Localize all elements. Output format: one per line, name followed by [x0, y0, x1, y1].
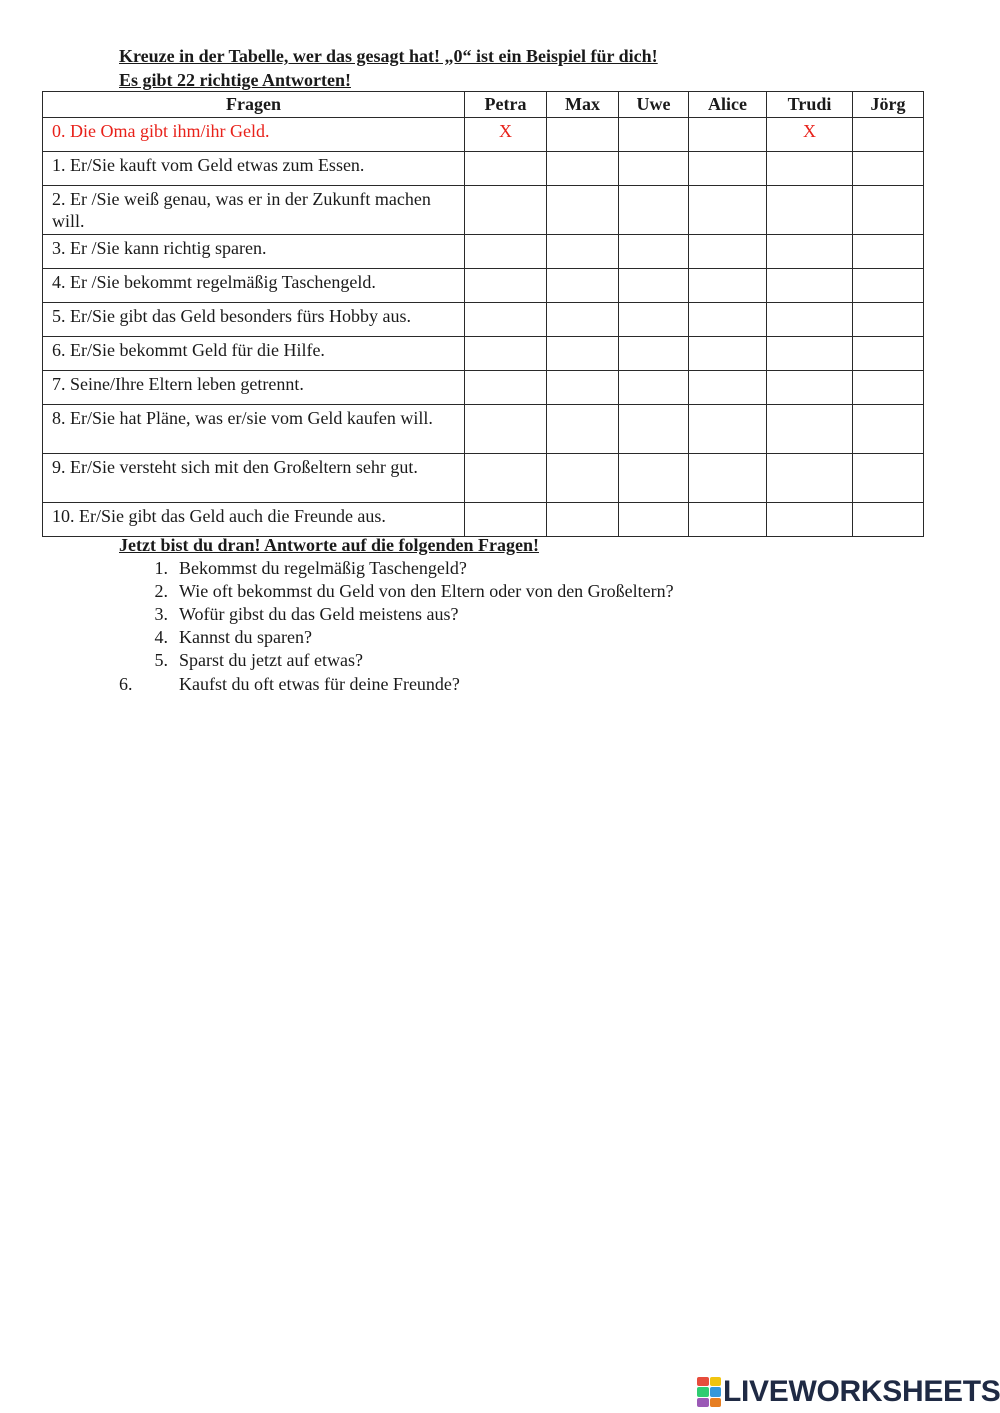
answer-cell-uwe [619, 118, 689, 152]
question-cell: 2. Er /Sie weiß genau, was er in der Zukunft machen will. [43, 186, 465, 235]
brand-wordmark: LIVEWORKSHEETS [723, 1375, 1000, 1408]
answer-cell-uwe[interactable] [619, 454, 689, 503]
table-row [43, 405, 924, 454]
answer-cell-trudi[interactable] [767, 235, 853, 269]
example-row [43, 118, 924, 152]
question-cell: 0. Die Oma gibt ihm/ihr Geld. [43, 118, 465, 152]
answer-cell-max[interactable] [547, 235, 619, 269]
list-item-text: Sparst du jetzt auf etwas? [179, 650, 363, 670]
question-cell: 3. Er /Sie kann richtig sparen. [43, 235, 465, 269]
answer-cell-max[interactable] [547, 269, 619, 303]
table-row [43, 454, 924, 503]
question-cell: 5. Er/Sie gibt das Geld besonders fürs Hobby aus. [43, 303, 465, 337]
table-row [43, 152, 924, 186]
table-row [43, 235, 924, 269]
header-alice: Alice [689, 92, 767, 118]
answer-cell-jörg[interactable] [853, 454, 924, 503]
answer-cell-jörg[interactable] [853, 235, 924, 269]
task2-title: Jetzt bist du dran! Antworte auf die folgenden Fragen! [119, 535, 539, 555]
answer-cell-max [547, 118, 619, 152]
answer-cell-uwe[interactable] [619, 405, 689, 454]
table-row [43, 303, 924, 337]
answer-cell-trudi: X [767, 118, 853, 152]
answer-cell-petra[interactable] [465, 503, 547, 537]
liveworksheets-logo-icon [697, 1377, 721, 1407]
header-joerg: Jörg [853, 92, 924, 118]
question-cell: 6. Er/Sie bekommt Geld für die Hilfe. [43, 337, 465, 371]
answer-cell-jörg[interactable] [853, 503, 924, 537]
header-petra: Petra [465, 92, 547, 118]
answer-cell-jörg[interactable] [853, 152, 924, 186]
question-cell: 10. Er/Sie gibt das Geld auch die Freunde aus. [43, 503, 465, 537]
answer-cell-max[interactable] [547, 152, 619, 186]
logo-tile [710, 1377, 722, 1386]
answer-cell-max[interactable] [547, 503, 619, 537]
list-item-number: 1. [154, 558, 168, 578]
table-header-row [43, 92, 924, 118]
liveworksheets-brand [697, 1375, 1000, 1409]
list-item-text: Kaufst du oft etwas für deine Freunde? [179, 674, 460, 694]
answer-cell-max[interactable] [547, 371, 619, 405]
list-item-number: 3. [154, 604, 168, 624]
answer-cell-trudi[interactable] [767, 152, 853, 186]
answer-cell-jörg[interactable] [853, 405, 924, 454]
question-cell: 7. Seine/Ihre Eltern leben getrennt. [43, 371, 465, 405]
question-cell: 4. Er /Sie bekommt regelmäßig Taschengeld. [43, 269, 465, 303]
table-row [43, 503, 924, 537]
header-uwe: Uwe [619, 92, 689, 118]
answer-cell-jörg[interactable] [853, 337, 924, 371]
logo-tile [710, 1387, 722, 1396]
answer-cell-uwe[interactable] [619, 186, 689, 235]
answer-cell-uwe[interactable] [619, 371, 689, 405]
question-cell: 9. Er/Sie versteht sich mit den Großeltern sehr gut. [43, 454, 465, 503]
answer-cell-max[interactable] [547, 186, 619, 235]
table-row [43, 269, 924, 303]
table-row [43, 337, 924, 371]
answer-cell-trudi[interactable] [767, 454, 853, 503]
list-item-text: Wofür gibst du das Geld meistens aus? [179, 604, 459, 624]
answer-cell-uwe[interactable] [619, 337, 689, 371]
answer-cell-alice[interactable] [689, 152, 767, 186]
answer-cell-trudi[interactable] [767, 371, 853, 405]
answer-cell-alice[interactable] [689, 371, 767, 405]
answer-cell-jörg[interactable] [853, 303, 924, 337]
answer-cell-alice[interactable] [689, 235, 767, 269]
answer-cell-trudi[interactable] [767, 269, 853, 303]
answer-cell-alice[interactable] [689, 405, 767, 454]
list-item-number: 2. [154, 581, 168, 601]
answer-cell-jörg[interactable] [853, 186, 924, 235]
answer-cell-max[interactable] [547, 405, 619, 454]
answer-cell-max[interactable] [547, 303, 619, 337]
answer-cell-alice[interactable] [689, 303, 767, 337]
answer-cell-trudi[interactable] [767, 503, 853, 537]
list-item-text: Bekommst du regelmäßig Taschengeld? [179, 558, 467, 578]
answer-cell-alice[interactable] [689, 269, 767, 303]
answer-cell-jörg[interactable] [853, 371, 924, 405]
answer-cell-alice[interactable] [689, 503, 767, 537]
list-item-number: 5. [154, 650, 168, 670]
answer-cell-alice [689, 118, 767, 152]
answer-cell-petra[interactable] [465, 405, 547, 454]
question-cell: 1. Er/Sie kauft vom Geld etwas zum Essen. [43, 152, 465, 186]
answer-cell-petra: X [465, 118, 547, 152]
answer-cell-trudi[interactable] [767, 186, 853, 235]
answer-cell-alice[interactable] [689, 337, 767, 371]
answer-cell-max[interactable] [547, 454, 619, 503]
list-item-number: 6. [119, 674, 133, 694]
logo-tile [710, 1398, 722, 1407]
instruction-line-2: Es gibt 22 richtige Antworten! [119, 70, 351, 90]
answer-cell-jörg[interactable] [853, 269, 924, 303]
answer-cell-alice[interactable] [689, 186, 767, 235]
answer-cell-jörg [853, 118, 924, 152]
answer-cell-petra[interactable] [465, 269, 547, 303]
answer-cell-uwe[interactable] [619, 503, 689, 537]
answer-cell-uwe[interactable] [619, 303, 689, 337]
instruction-line-1: Kreuze in der Tabelle, wer das gesagt hat! „0“ ist ein Beispiel für dich! [119, 46, 658, 66]
answer-cell-trudi[interactable] [767, 405, 853, 454]
list-item-number: 4. [154, 627, 168, 647]
answer-cell-alice[interactable] [689, 454, 767, 503]
table-row [43, 186, 924, 235]
header-fragen: Fragen [43, 92, 465, 118]
answer-cell-petra[interactable] [465, 454, 547, 503]
answer-cell-petra[interactable] [465, 186, 547, 235]
answer-cell-petra[interactable] [465, 337, 547, 371]
logo-tile [697, 1377, 709, 1386]
answer-table [42, 91, 924, 537]
answer-cell-uwe[interactable] [619, 152, 689, 186]
answer-cell-trudi[interactable] [767, 337, 853, 371]
answer-cell-petra[interactable] [465, 235, 547, 269]
table-row [43, 371, 924, 405]
question-cell: 8. Er/Sie hat Pläne, was er/sie vom Geld kaufen will. [43, 405, 465, 454]
answer-cell-uwe[interactable] [619, 235, 689, 269]
answer-cell-petra[interactable] [465, 303, 547, 337]
answer-cell-petra[interactable] [465, 371, 547, 405]
list-item-text: Kannst du sparen? [179, 627, 312, 647]
header-max: Max [547, 92, 619, 118]
answer-cell-uwe[interactable] [619, 269, 689, 303]
list-item-text: Wie oft bekommst du Geld von den Eltern oder von den Großeltern? [179, 581, 674, 601]
header-trudi: Trudi [767, 92, 853, 118]
logo-tile [697, 1387, 709, 1396]
answer-cell-max[interactable] [547, 337, 619, 371]
logo-tile [697, 1398, 709, 1407]
answer-cell-trudi[interactable] [767, 303, 853, 337]
answer-cell-petra[interactable] [465, 152, 547, 186]
